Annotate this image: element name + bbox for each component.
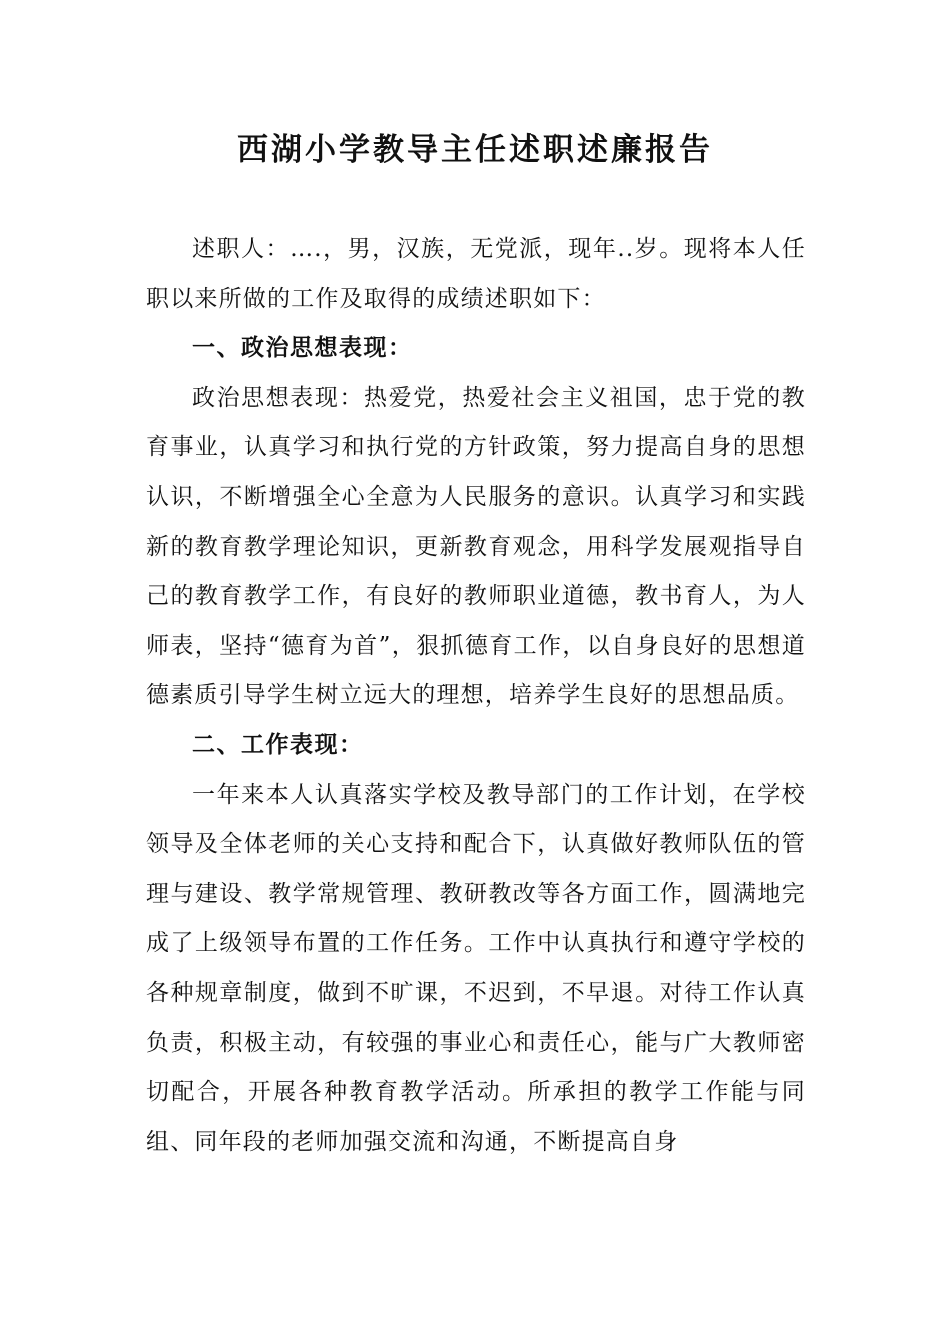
section-heading-political: 一、政治思想表现： [192, 335, 413, 362]
document-title: 西湖小学教导主任述职述廉报告 [237, 132, 713, 168]
paragraph-political: 政治思想表现：热爱党，热爱社会主义祖国，忠于党的教育事业，认真学习和执行党的方针政策，努力提高自身的思想认识，不断增强全心全意为人民服务的意识。认真学习和实践新的教育教学理论知识，更新教育观念，用科学发展观指导自己的教育教学工作，有良好的教师职业道德，教书育人，为人师表，坚持“德育为首”，狠抓德育工作，以自身良好的思想道德素质引导学生树立远大的理想，培养学生良好的思想品质。 [146, 384, 806, 709]
section-heading-work: 二、工作表现： [192, 731, 364, 758]
document-body [146, 225, 806, 1167]
paragraph-work: 一年来本人认真落实学校及教导部门的工作计划，在学校领导及全体老师的关心支持和配合下，认真做好教师队伍的管理与建设、教学常规管理、教研教改等各方面工作，圆满地完成了上级领导布置的工作任务。工作中认真执行和遵守学校的各种规章制度，做到不旷课，不迟到，不早退。对待工作认真负责，积极主动，有较强的事业心和责任心，能与广大教师密切配合，开展各种教育教学活动。所承担的教学工作能与同组、同年段的老师加强交流和沟通，不断提高自身 [146, 781, 806, 1155]
paragraph-intro: 述职人：….，男，汉族，无党派，现年..岁。现将本人任职以来所做的工作及取得的成绩述职如下： [146, 236, 806, 312]
